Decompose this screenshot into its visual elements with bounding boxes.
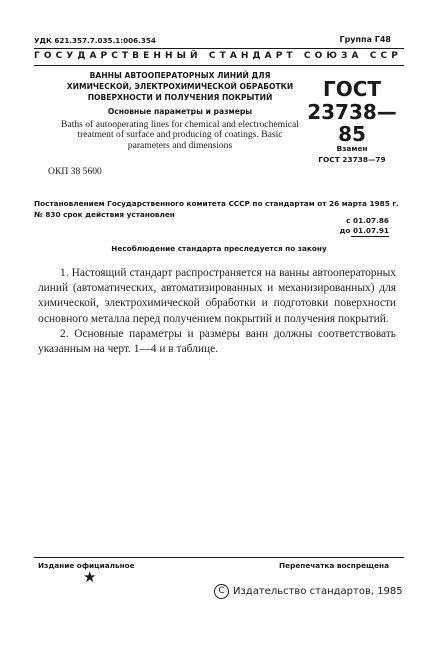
okp-code: ОКП 38 5600: [48, 166, 102, 177]
footer-rule: [34, 557, 404, 558]
replaces-label: Взамен: [336, 144, 368, 153]
star-icon: ★: [83, 568, 97, 586]
group-code: Группа Г48: [339, 35, 391, 44]
paragraph-1: 1. Настоящий стандарт распространяется на ванны автооператорных линий (автоматических, автоматизированных и механизированных) для химической, электрохимической обработки и подготовки поверхности основного металла перед получением покрытий и получения покрытий.: [38, 267, 396, 325]
replaces-value: ГОСТ 23738—79: [318, 155, 386, 164]
valid-to-date: до 01.07.91: [339, 226, 389, 235]
header-rule-bottom: [34, 65, 404, 66]
document-title-en: Baths of autooperating lines for chemical and electrochemical treatment of surface and producing of coatings. Basic parameters and dimensions: [61, 119, 299, 151]
document-title-ru: ВАННЫ АВТООПЕРАТОРНЫХ ЛИНИЙ ДЛЯ ХИМИЧЕСКОЙ, ЭЛЕКТРОХИМИЧЕСКОЙ ОБРАБОТКИ ПОВЕРХНОСТИ И ПОЛУЧЕНИЯ ПОКРЫТИЙ: [66, 71, 294, 102]
gost-label: ГОСТ: [322, 77, 382, 101]
body-text: [38, 266, 396, 357]
decree-text: Постановлением Государственного комитета СССР по стандартам от 26 марта 1985 г. № 830 срок действия установлен: [34, 199, 399, 219]
valid-from-date: с 01.07.86: [346, 216, 389, 225]
gost-number: 23738—85: [307, 100, 397, 146]
penalty-notice: Несоблюдение стандарта преследуется по закону: [111, 244, 327, 253]
header-rule-top: [34, 48, 404, 49]
udk-code: УДК 621.357.7.035.1:006.354: [34, 36, 156, 45]
copyright-icon: C: [214, 584, 229, 599]
official-edition-label: Издание официальное: [38, 561, 135, 570]
state-standard-banner: ГОСУДАРСТВЕННЫЙ СТАНДАРТ СОЮЗА ССР: [34, 51, 402, 61]
reprint-prohibited-label: Перепечатка воспрещена: [279, 561, 389, 570]
copyright-line: [214, 584, 403, 599]
paragraph-2: 2. Основные параметры и размеры ванн должны соответствовать указанным на черт. 1—4 и в таблице.: [38, 327, 396, 356]
validity-underline: [351, 236, 389, 237]
document-subtitle-ru: Основные параметры и размеры: [107, 107, 253, 116]
copyright-text: Издательство стандартов, 1985: [233, 586, 403, 597]
